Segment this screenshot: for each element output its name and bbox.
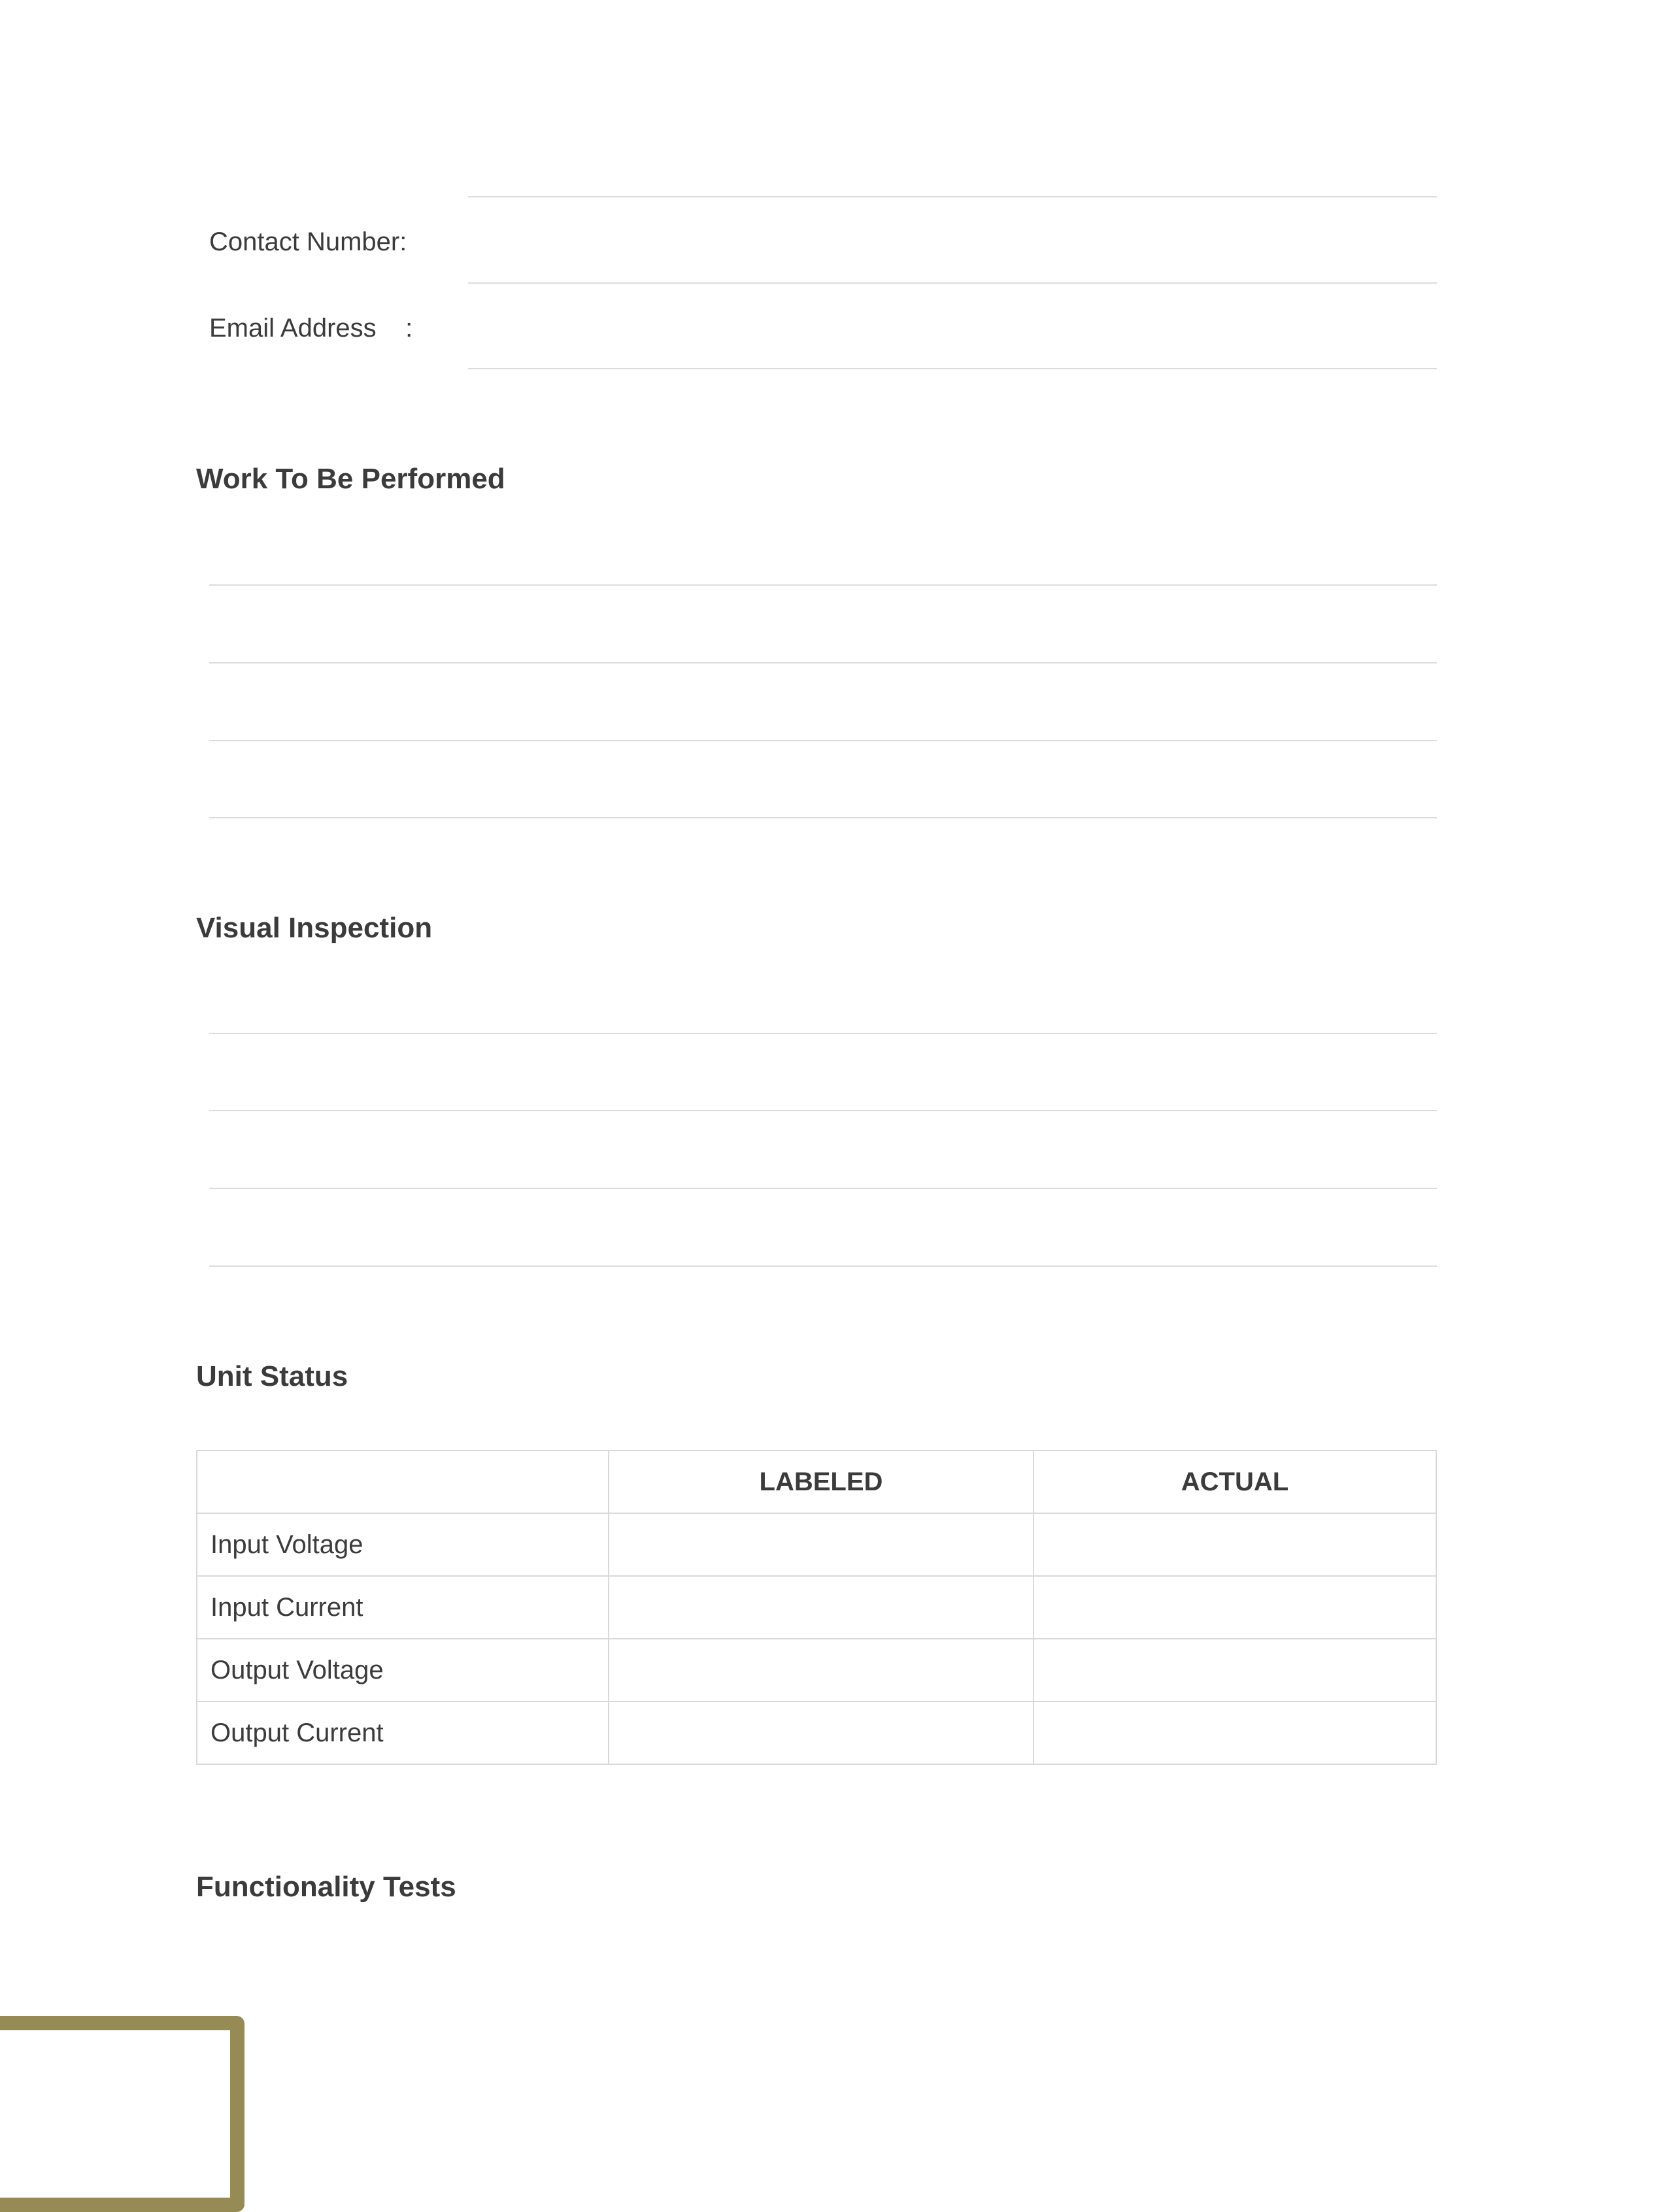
input-voltage-labeled-cell[interactable] (609, 1513, 1034, 1576)
table-row (197, 1701, 1436, 1764)
table-row (197, 1576, 1436, 1639)
unit-status-heading: Unit Status (196, 1360, 348, 1392)
output-voltage-actual-cell[interactable] (1034, 1639, 1436, 1701)
input-current-actual-cell[interactable] (1034, 1576, 1436, 1639)
field-underline-top (468, 196, 1437, 197)
input-current-labeled-cell[interactable] (609, 1576, 1034, 1639)
visual-line-1[interactable] (209, 1033, 1437, 1034)
row-label-input-current: Input Current (197, 1576, 609, 1639)
work-line-2[interactable] (209, 662, 1437, 663)
work-line-1[interactable] (209, 584, 1437, 586)
row-label-input-voltage: Input Voltage (197, 1513, 609, 1576)
table-row (197, 1513, 1436, 1576)
header-actual: ACTUAL (1034, 1450, 1436, 1513)
work-line-4[interactable] (209, 817, 1437, 818)
contact-number-label: Contact Number: (209, 227, 407, 256)
visual-line-3[interactable] (209, 1188, 1437, 1189)
email-address-field[interactable] (468, 368, 1437, 369)
visual-line-2[interactable] (209, 1110, 1437, 1111)
visual-inspection-heading: Visual Inspection (196, 912, 433, 944)
table-header-row (197, 1450, 1436, 1513)
input-voltage-actual-cell[interactable] (1034, 1513, 1436, 1576)
contact-number-field[interactable] (468, 282, 1437, 284)
output-current-labeled-cell[interactable] (609, 1701, 1034, 1764)
email-address-label: Email Address : (209, 314, 413, 343)
functionality-tests-heading: Functionality Tests (196, 1871, 456, 1903)
work-line-3[interactable] (209, 740, 1437, 741)
row-label-output-current: Output Current (197, 1701, 609, 1764)
table-row (197, 1639, 1436, 1701)
work-to-be-performed-heading: Work To Be Performed (196, 463, 505, 495)
decorative-corner-frame (0, 2016, 244, 2212)
header-empty-cell (197, 1450, 609, 1513)
header-labeled: LABELED (609, 1450, 1034, 1513)
visual-line-4[interactable] (209, 1265, 1437, 1267)
output-voltage-labeled-cell[interactable] (609, 1639, 1034, 1701)
unit-status-table (196, 1450, 1437, 1765)
output-current-actual-cell[interactable] (1034, 1701, 1436, 1764)
row-label-output-voltage: Output Voltage (197, 1639, 609, 1701)
